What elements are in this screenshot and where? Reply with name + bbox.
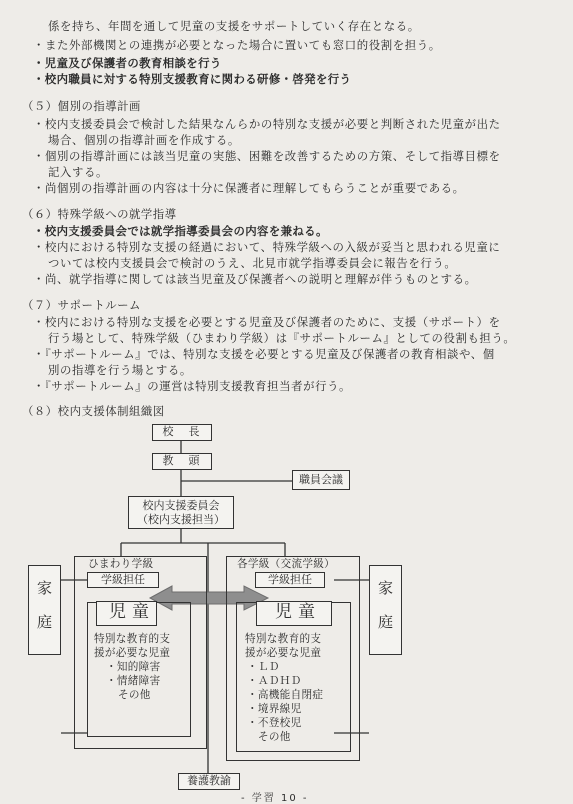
right-desc-line-1: 特別な教育的支 [245,633,322,645]
section5-line-2: 場合、個別の指導計画を作成する。 [48,133,240,147]
right-desc-line-8: その他 [258,731,291,743]
nurse-teacher-box: 養護教諭 [178,773,240,790]
principal-box: 校 長 [152,424,212,441]
section5-line-1: ・校内支援委員会で検討した結果なんらかの特別な支援が必要と判断された児童が出た [33,117,501,131]
section7-line-3: ・『サポートルーム』では、特別な支援を必要とする児童及び保護者の教育相談や、個 [33,347,495,361]
section6-line-4: ・尚、就学指導に関しては該当児童及び保護者への説明と理解が伴うものとする。 [33,272,477,286]
regular-teacher-box: 学級担任 [255,572,325,588]
right-desc-line-4: ・ＡＤＨＤ [247,675,302,687]
section6-heading: （６）特殊学級への就学指導 [22,207,177,221]
right-child-label: 児童 [275,602,321,622]
right-child-box [256,601,332,626]
section5-line-5: ・尚個別の指導計画の内容は十分に保護者に理解してもらうことが重要である。 [33,181,465,195]
section7-line-2: 行う場として、特殊学級（ひまわり学級）は『サポートルーム』としての役割も担う。 [48,331,516,345]
himawari-teacher-box: 学級担任 [87,572,159,588]
family-right-box: 家 庭 [369,565,402,655]
regular-class-label: 各学級（交流学級） [237,558,336,570]
right-desc-line-5: ・高機能自閉症 [247,689,324,701]
right-desc-line-3: ・ＬＤ [247,661,280,673]
left-desc-line-4: ・情緒障害 [106,675,161,687]
family-left-box: 家 庭 [28,565,61,655]
intro-line-2: ・また外部機関との連携が必要となった場合に置いても窓口的役割を担う。 [33,38,441,52]
section6-line-3: ついては校内支援員会で検討のうえ、北見市就学指導委員会に報告を行う。 [48,256,457,270]
left-desc-line-1: 特別な教育的支 [94,633,171,645]
himawari-class-label: ひまわり学級 [88,558,154,570]
committee-role: （校内支援担当） [137,513,225,526]
vice-principal-box: 教 頭 [152,453,212,470]
committee-name: 校内支援委員会 [142,499,220,512]
right-desc-line-6: ・境界線児 [247,703,302,715]
staff-meeting-box: 職員会議 [292,470,350,490]
left-desc-line-5: その他 [118,689,151,701]
section8-heading: （８）校内支援体制組織図 [22,404,165,418]
intro-line-3: ・児童及び保護者の教育相談を行う [33,56,222,70]
page-footer: - 学習 10 - [241,793,309,804]
section6-line-2: ・校内における特別な支援の経過において、特殊学級への入級が妥当と思われる児童に [33,240,501,254]
section5-line-3: ・個別の指導計画には該当児童の実態、困難を改善するための方策、そして指導目標を [33,149,501,163]
section7-line-4: 別の指導を行う場とする。 [48,363,192,377]
section5-heading: （５）個別の指導計画 [22,99,141,113]
intro-line-1: 係を持ち、年間を通して児童の支援をサポートしていく存在となる。 [48,19,420,33]
section6-line-1: ・校内支援委員会では就学指導委員会の内容を兼ねる。 [33,224,328,238]
left-desc-line-3: ・知的障害 [106,661,161,673]
intro-line-4: ・校内職員に対する特別支援教育に関わる研修・啓発を行う [33,72,352,86]
section5-line-4: 記入する。 [48,165,108,179]
right-desc-line-7: ・不登校児 [247,717,302,729]
section7-line-5: ・『サポートルーム』の運営は特別支援教育担当者が行う。 [33,379,352,393]
left-desc-line-2: 援が必要な児童 [94,647,171,659]
support-committee-box [128,496,234,529]
right-desc-line-2: 援が必要な児童 [245,647,322,659]
section7-line-1: ・校内における特別な支援を必要とする児童及び保護者のために、支援（サポート）を [33,315,501,329]
left-child-label: 児童 [109,602,155,622]
left-child-box [96,601,157,626]
section7-heading: （７）サポートルーム [22,298,141,312]
